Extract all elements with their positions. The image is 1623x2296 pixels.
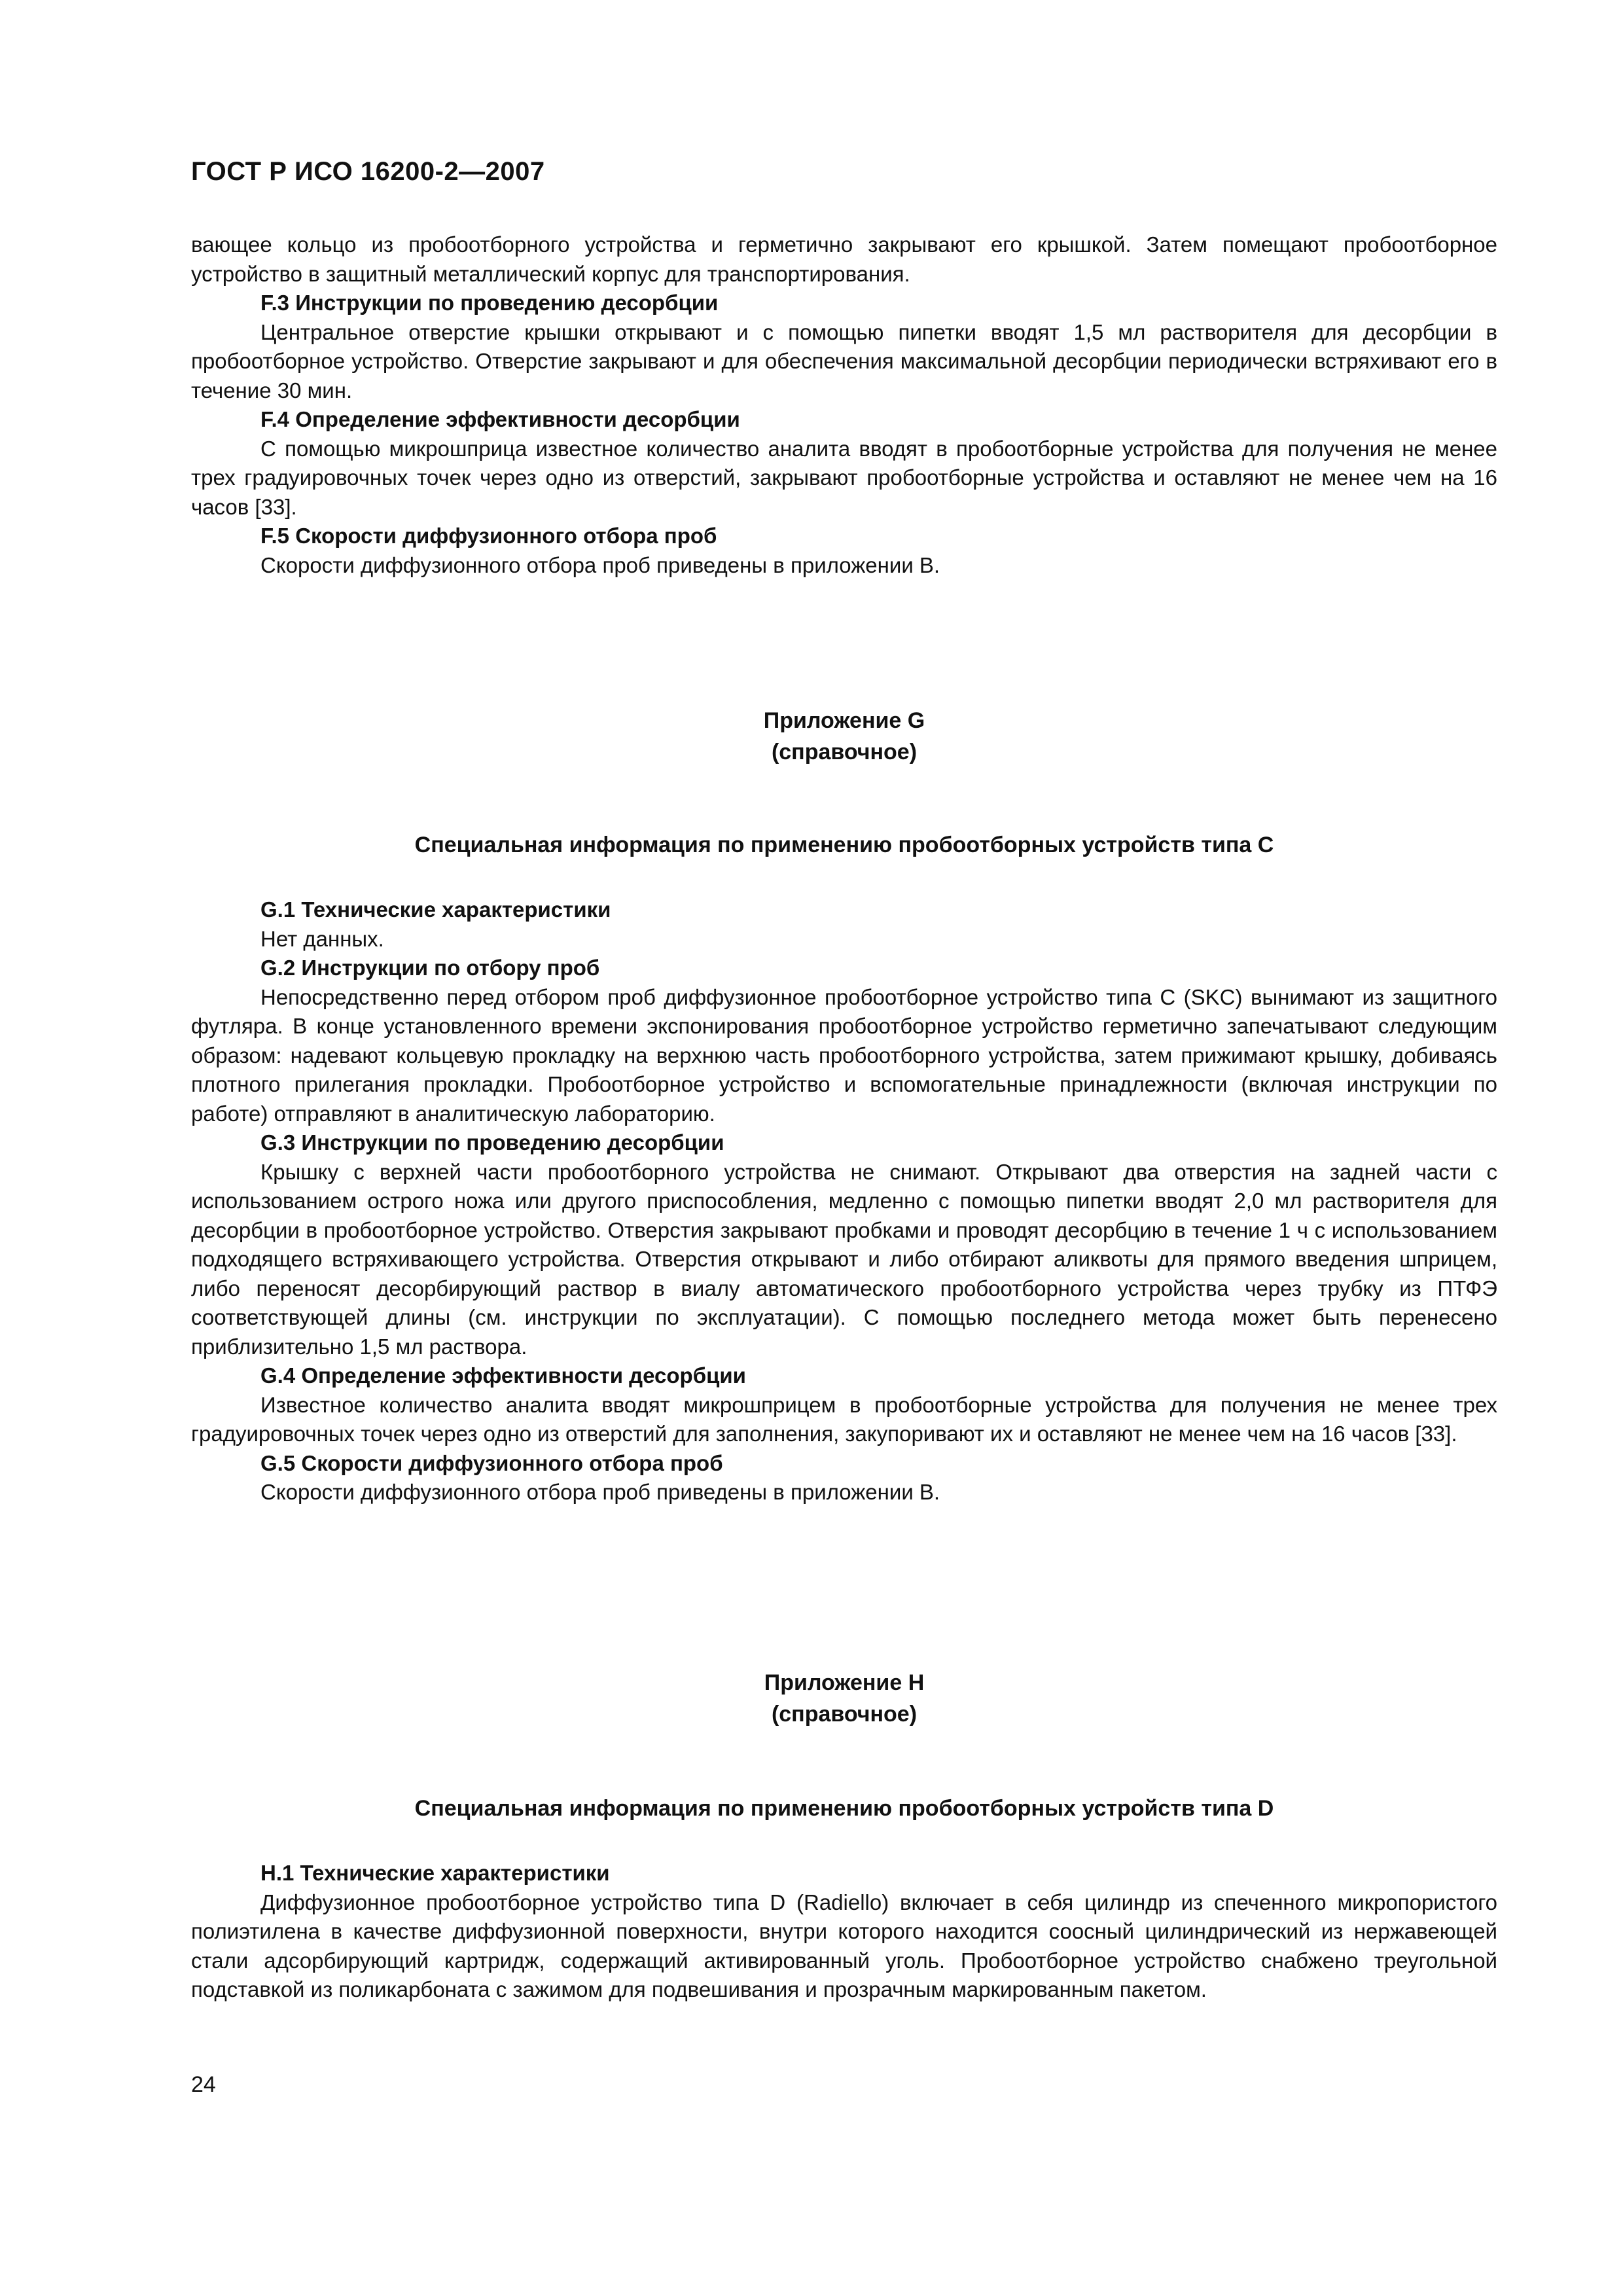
heading-f3: F.3 Инструкции по проведению десорбции <box>260 291 719 315</box>
paragraph-g5: Скорости диффузионного отбора проб приведены в приложении В. <box>260 1480 940 1504</box>
annex-g-title: Специальная информация по применению пробоотборных устройств типа С <box>414 833 1274 857</box>
heading-g3: G.3 Инструкции по проведению десорбции <box>260 1130 724 1155</box>
annex-h-title: Специальная информация по применению пробоотборных устройств типа D <box>414 1796 1274 1821</box>
annex-h-block <box>191 1859 1497 2005</box>
paragraph-f5: Скорости диффузионного отбора проб приведены в приложении В. <box>260 552 940 577</box>
heading-g2: G.2 Инструкции по отбору проб <box>260 956 600 980</box>
annex-h-label: Приложение H <box>764 1670 925 1695</box>
paragraph-continuation: вающее кольцо из пробоотборного устройства и герметично закрывают его крышкой. Затем помещают пробоотборное устройство в защитный металлический корпус для транспортирования. <box>191 232 1497 286</box>
heading-g1: G.1 Технические характеристики <box>260 897 611 922</box>
heading-g4: G.4 Определение эффективности десорбции <box>260 1363 746 1388</box>
heading-h1: H.1 Технические характеристики <box>260 1861 610 1885</box>
paragraph-g2: Непосредственно перед отбором проб диффузионное пробоотборное устройство типа С (SKC) вынимают из защитного футляра. В конце установленного времени экспонирования пробоотборное устройство герметично запечатывают следующим образом: надевают кольцевую прокладку на верхнюю часть пробоотборного устройства, затем прижимают крышку, добиваясь плотного прилегания прокладки. Пробоотборное устройство и вспомогательные принадлежности (включая инструкции по работе) отправляют в аналитическую лабораторию. <box>191 984 1497 1126</box>
page-number: 24 <box>191 2072 216 2097</box>
heading-f4: F.4 Определение эффективности десорбции <box>260 407 740 431</box>
paragraph-f3: Центральное отверстие крышки открывают и с помощью пипетки вводят 1,5 мл растворителя для десорбции в пробоотборное устройство. Отверстие закрывают и для обеспечения максимальной десорбции периодически встряхивают его в течение 30 мин. <box>191 319 1497 403</box>
annex-g-label: Приложение G <box>763 708 925 733</box>
annex-h-kind: (справочное) <box>771 1702 918 1727</box>
annex-g-kind: (справочное) <box>771 740 918 764</box>
paragraph-f4: С помощью микрошприца известное количество аналита вводят в пробоотборные устройства для получения не менее трех градуировочных точек через одно из отверстий, закрывают пробоотборные устройства и оставляют не менее чем на 16 часов [33]. <box>191 436 1497 519</box>
paragraph-g3: Крышку с верхней части пробоотборного устройства не снимают. Открывают два отверстия на задней части с использованием острого ножа или другого приспособления, медленно с помощью пипетки вводят 2,0 мл растворителя для десорбции в пробоотборное устройство. Отверстия закрывают пробками и проводят десорбцию в течение 1 ч с использованием подходящего встряхивающего устройства. Отверстия открывают и либо отбирают аликвоты для прямого введения шприцем, либо переносят десорбирующий раствор в виалу автоматического пробоотборного устройства через трубку из ПТФЭ соответствующей длины (см. инструкции по эксплуатации). С помощью последнего метода может быть перенесено приблизительно 1,5 мл раствора. <box>191 1159 1497 1359</box>
heading-f5: F.5 Скорости диффузионного отбора проб <box>260 524 717 548</box>
section-f-block <box>191 230 1497 580</box>
paragraph-g4: Известное количество аналита вводят микрошприцем в пробоотборные устройства для получения не менее трех градуировочных точек через одно из отверстий для заполнения, закупоривают их и оставляют не менее чем на 16 часов [33]. <box>191 1392 1497 1446</box>
paragraph-h1: Диффузионное пробоотборное устройство типа D (Radiello) включает в себя цилиндр из спеченного микропористого полиэтилена в качестве диффузионной поверхности, внутри которого находится соосный цилиндрический из нержавеющей стали адсорбирующий картридж, содержащий активированный уголь. Пробоотборное устройство снабжено треугольной подставкой из поликарбоната с зажимом для подвешивания и прозрачным маркированным пакетом. <box>191 1890 1497 2001</box>
document-code-header: ГОСТ Р ИСО 16200-2—2007 <box>191 157 545 186</box>
annex-g-block <box>191 895 1497 1507</box>
paragraph-g1: Нет данных. <box>260 926 384 951</box>
heading-g5: G.5 Скорости диффузионного отбора проб <box>260 1450 723 1475</box>
